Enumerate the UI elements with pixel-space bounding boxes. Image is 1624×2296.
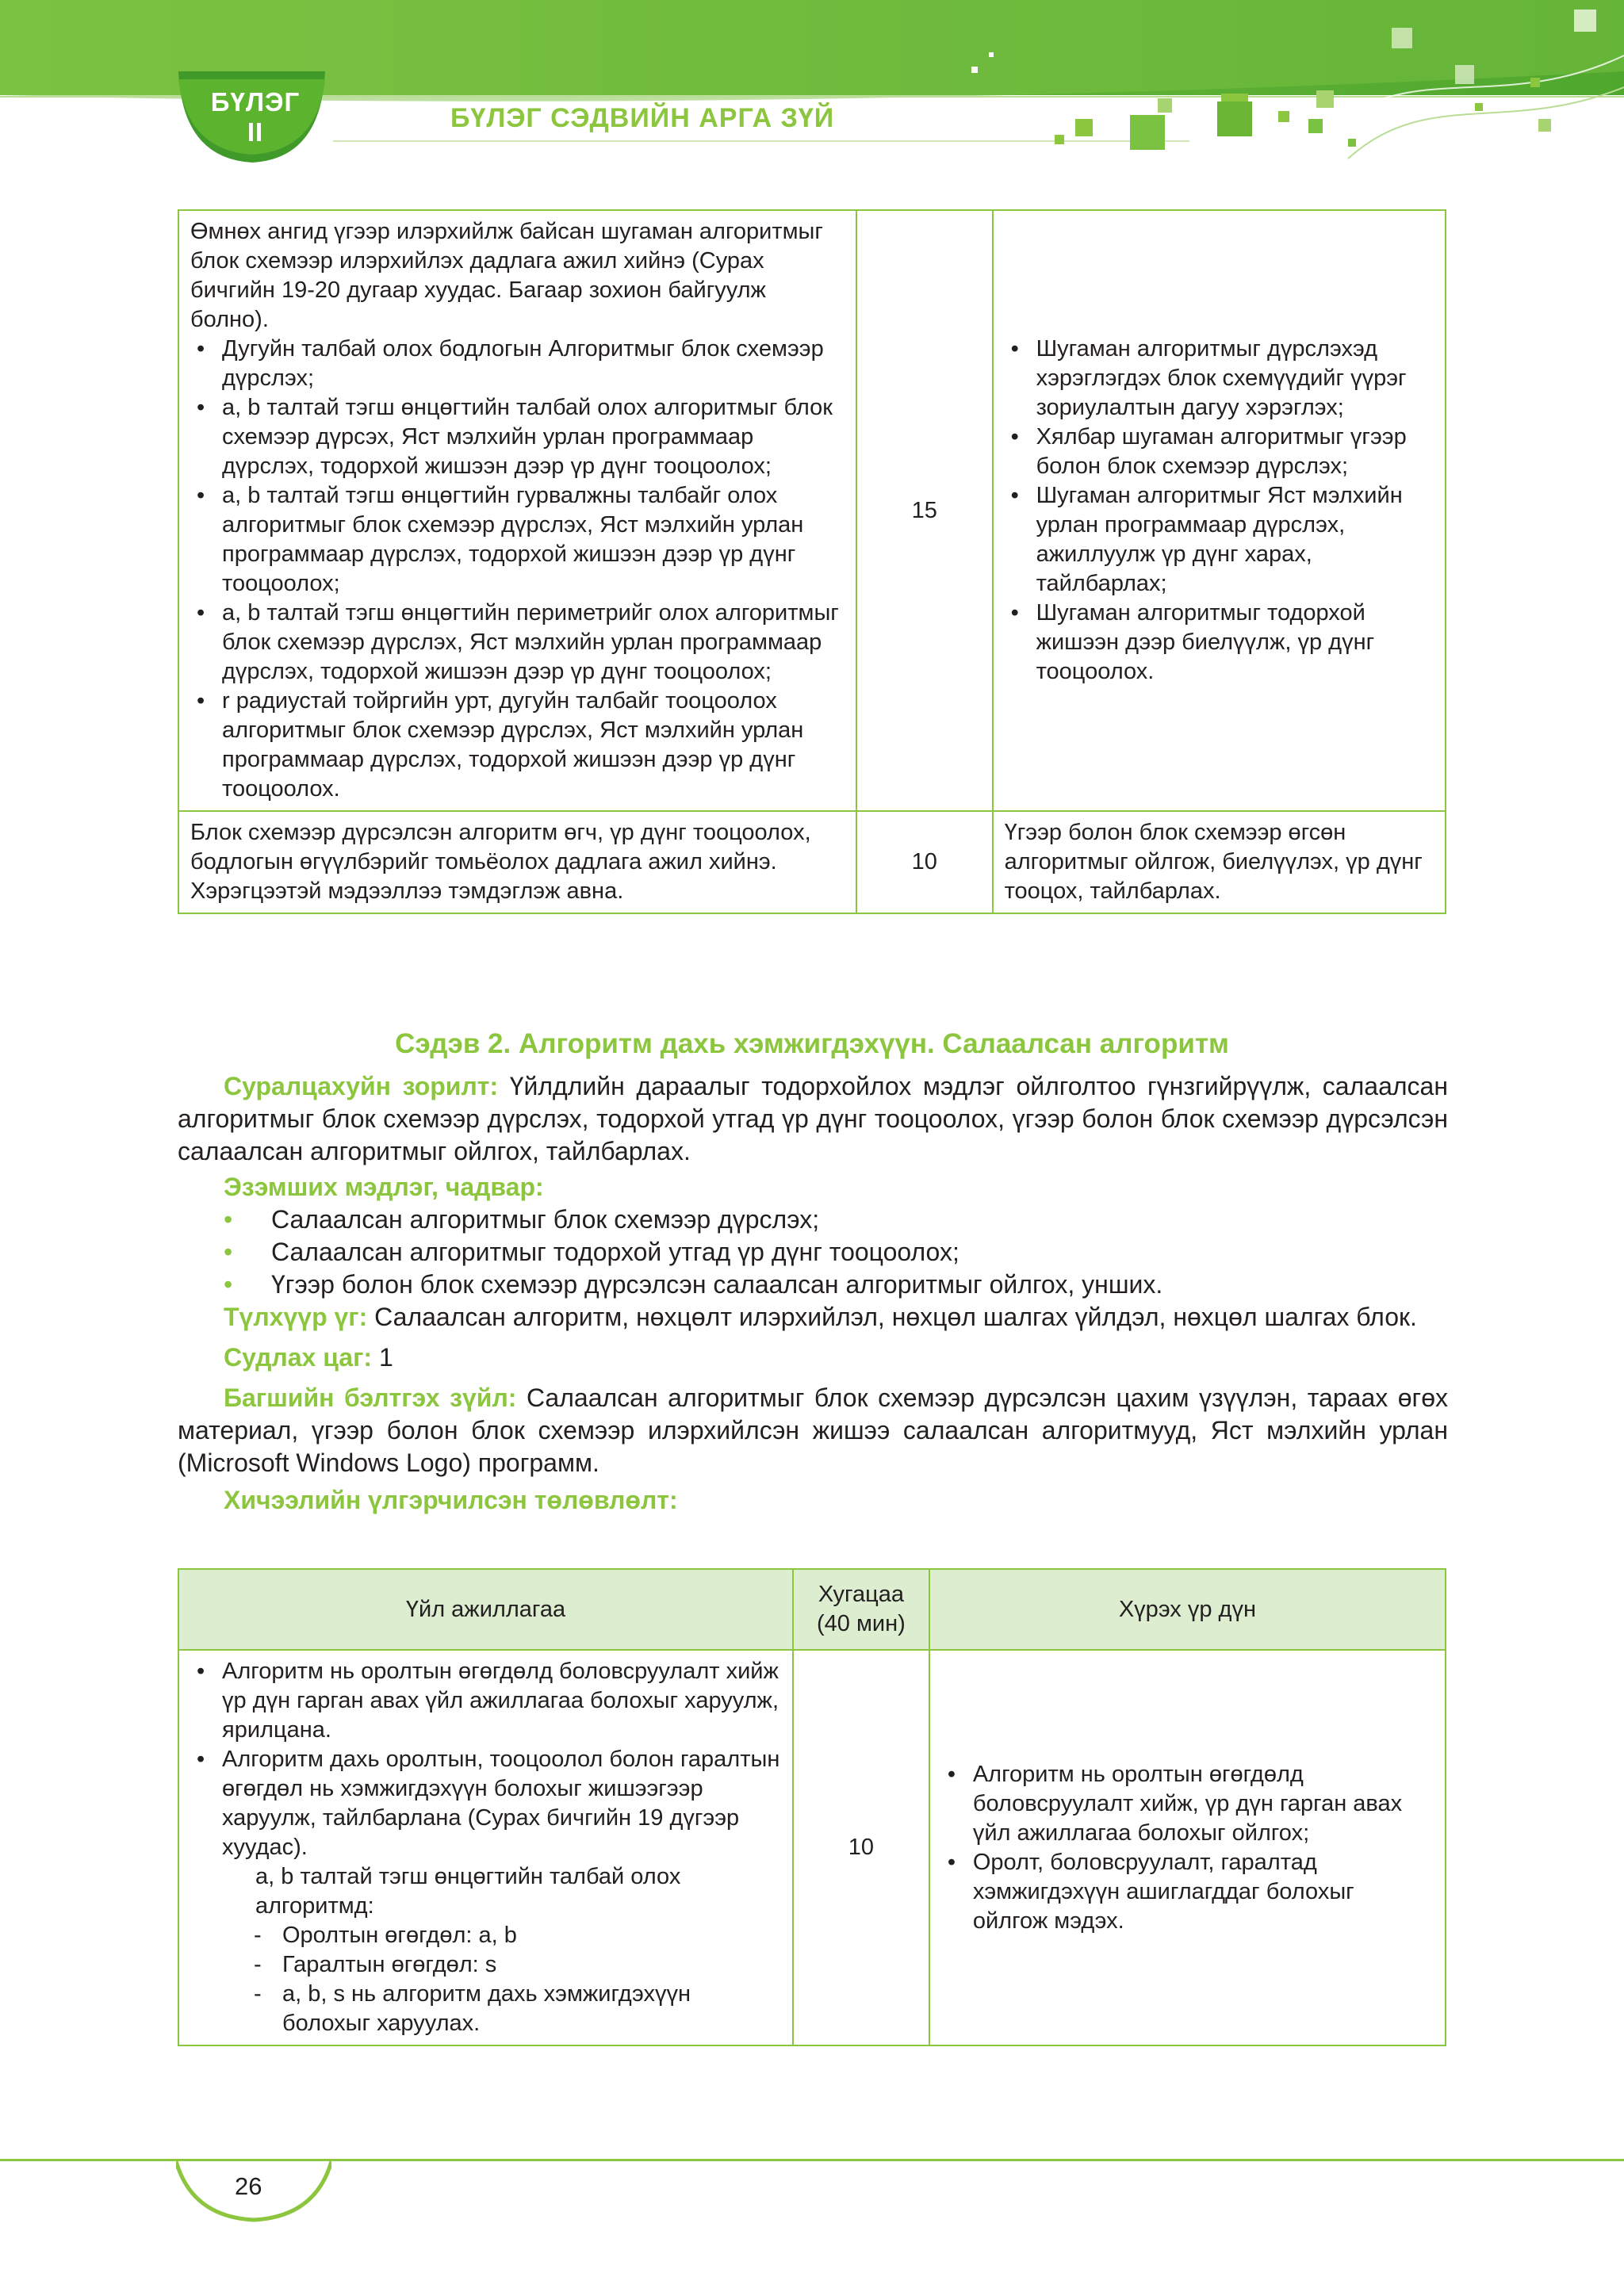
time-header-line1: Хугацаа bbox=[818, 1582, 904, 1607]
prep-text: Салаалсан алгоритмыг блок схемээр дүрсэлсэн цахим үзүүлэн, тараах өгөх материал, үгээр болон блок схемээр илэрхийлсэн жишээ салаалсан алгоритмууд, Яст мэлхийн урлан (Microsoft Windows Logo) программ. bbox=[178, 1383, 1449, 1477]
chapter-number: II bbox=[247, 117, 264, 147]
goal-text: Үйлдлийн дараалыг тодорхойлох мэдлэг ойлголтоо гүнзгийрүүлж, салаалсан алгоритмыг блок схемээр дүрслэх, тодорхой утгад үр дүнг тооцоолох, үгээр болон блок схемээр дүрсэлсэн салаалсан алгоритмыг ойлгох, тайлбарлах. bbox=[178, 1072, 1449, 1165]
skills-list bbox=[178, 1203, 1448, 1301]
list-item: • Үгээр болон блок схемээр дүрсэлсэн салаалсан алгоритмыг ойлгох, унших. bbox=[178, 1269, 1448, 1301]
page-number: 26 bbox=[235, 2172, 262, 2200]
prep-label: Багшийн бэлтгэх зүйл: bbox=[224, 1383, 517, 1412]
list-item: • a, b талтай тэгш өнцөгтийн периметрийг олох алгоритмыг блок схемээр дүрслэх, Яст мэлхийн урлан программаар дүрслэх, тодорхой жишээн дээр үр дүнг тооцоолох; bbox=[190, 599, 845, 687]
table-header-row bbox=[178, 1569, 1446, 1650]
teacher-prep bbox=[178, 1382, 1448, 1479]
chapter-badge bbox=[208, 87, 303, 147]
list-item: • Шугаман алгоритмыг тодорхой жишээн дээр биелүүлж, үр дүнг тооцоолох. bbox=[1005, 599, 1431, 687]
column-header-result: Хүрэх үр дүн bbox=[929, 1569, 1446, 1650]
time-cell: 15 bbox=[856, 210, 993, 811]
column-header-activity: Үйл ажиллагаа bbox=[178, 1569, 793, 1650]
result-list bbox=[1005, 335, 1431, 687]
result-cell: Үгээр болон блок схемээр өгсөн алгоритмыг ойлгож, биелүүлэх, үр дүнг тооцох, тайлбарлах. bbox=[993, 811, 1446, 913]
chapter-word: БҮЛЭГ bbox=[210, 87, 301, 117]
keywords bbox=[178, 1301, 1448, 1334]
plan-label: Хичээлийн үлгэрчилсэн төлөвлөлт: bbox=[224, 1486, 678, 1514]
list-item: • Алгоритм дахь оролтын, тооцоолол болон гаралтын өгөгдөл нь хэмжигдэхүүн болохыг жишээгээр харуулж, тайлбарлана (Сурах бичгийн 19 дүгээр хуудас). bbox=[190, 1745, 781, 1862]
activity-note: Хэрэгцээтэй мэдээллээ тэмдэглэж авна. bbox=[190, 878, 624, 904]
list-item: • Салаалсан алгоритмыг блок схемээр дүрслэх; bbox=[178, 1203, 1448, 1236]
list-item: • r радиустай тойргийн урт, дугуйн талбайг тооцоолох алгоритмыг блок схемээр дүрслэх, Яст мэлхийн урлан программаар дүрслэх, тодорхой жишээн дээр үр дүнг тооцоолох. bbox=[190, 687, 845, 804]
column-header-time bbox=[793, 1569, 929, 1650]
result-list bbox=[941, 1760, 1431, 1936]
topic-title: Сэдэв 2. Алгоритм дахь хэмжигдэхүүн. Салаалсан алгоритм bbox=[395, 1028, 1229, 1059]
skills-heading bbox=[178, 1171, 1448, 1203]
topic-body bbox=[178, 1070, 1448, 1517]
keywords-label: Түлхүүр үг: bbox=[224, 1303, 368, 1331]
table-row bbox=[178, 1650, 1446, 2045]
time-cell: 10 bbox=[793, 1650, 929, 2045]
time-header-line2: (40 мин) bbox=[817, 1611, 906, 1636]
list-item: • a, b талтай тэгш өнцөгтийн талбай олох алгоритмыг блок схемээр дүрсэх, Яст мэлхийн урлан программаар дүрслэх, тодорхой жишээн дээр үр дүнг тооцоолох; bbox=[190, 393, 845, 481]
table-row bbox=[178, 210, 1446, 811]
example-list bbox=[190, 1921, 781, 2038]
list-item: • Шугаман алгоритмыг дүрслэхэд хэрэглэгдэх блок схемүүдийг үүрэг зориулалтын дагуу хэрэглэх; bbox=[1005, 335, 1431, 423]
list-item: • a, b талтай тэгш өнцөгтийн гурвалжны талбайг олох алгоритмыг блок схемээр дүрслэх, Яст мэлхийн урлан программаар дүрслэх, тодорхой жишээн дээр үр дүнг тооцоолох; bbox=[190, 481, 845, 599]
keywords-text: Салаалсан алгоритм, нөхцөлт илэрхийлэл, нөхцөл шалгах үйлдэл, нөхцөл шалгах блок. bbox=[367, 1303, 1417, 1331]
activity-list bbox=[190, 1657, 781, 1862]
time-label: Судлах цаг: bbox=[224, 1343, 373, 1372]
header-title: БҮЛЭГ СЭДВИЙН АРГА ЗҮЙ bbox=[450, 103, 835, 133]
list-item: • Салаалсан алгоритмыг тодорхой утгад үр дүнг тооцоолох; bbox=[178, 1236, 1448, 1269]
example-intro: a, b талтай тэгш өнцөгтийн талбай олох алгоритмд: bbox=[255, 1864, 681, 1919]
result-cell bbox=[993, 210, 1446, 811]
lesson-plan-table bbox=[178, 1568, 1446, 2046]
activity-intro: Өмнөх ангид үгээр илэрхийлж байсан шугаман алгоритмыг блок схемээр илэрхийлэх дадлага ажил хийнэ (Сурах бичгийн 19-20 дугаар хуудас. Багаар зохион байгуулж болно). bbox=[190, 219, 823, 332]
list-item: • Алгоритм нь оролтын өгөгдөлд боловсруулалт хийж, үр дүн гарган авах үйл ажиллагаа болохыг ойлгох; bbox=[941, 1760, 1431, 1848]
result-cell bbox=[929, 1650, 1446, 2045]
methodology-table-1 bbox=[178, 209, 1446, 914]
list-item: • Хялбар шугаман алгоритмыг үгээр болон блок схемээр дүрслэх; bbox=[1005, 423, 1431, 481]
activity-cell bbox=[178, 1650, 793, 2045]
study-time bbox=[178, 1341, 1448, 1374]
activity-cell bbox=[178, 210, 856, 811]
list-item: • Алгоритм нь оролтын өгөгдөлд боловсруулалт хийж үр дүн гарган авах үйл ажиллагаа болохыг харуулж, ярилцана. bbox=[190, 1657, 781, 1745]
learning-goal bbox=[178, 1070, 1448, 1168]
plan-heading bbox=[178, 1484, 1448, 1517]
list-item: • Шугаман алгоритмыг Яст мэлхийн урлан программаар дүрслэх, ажиллуулж үр дүнг харах, тайлбарлах; bbox=[1005, 481, 1431, 599]
list-item: • Оролт, боловсруулалт, гаралтад хэмжигдэхүүн ашиглагддаг болохыг ойлгож мэдэх. bbox=[941, 1848, 1431, 1936]
skills-label: Эзэмших мэдлэг, чадвар: bbox=[224, 1173, 544, 1201]
activity-list bbox=[190, 335, 845, 804]
list-item: - Оролтын өгөгдөл: a, b bbox=[249, 1921, 781, 1950]
time-value: 1 bbox=[372, 1343, 393, 1372]
activity-cell bbox=[178, 811, 856, 913]
goal-label: Суралцахуйн зорилт: bbox=[224, 1072, 499, 1100]
list-item: • Дугуйн талбай олох бодлогын Алгоритмыг блок схемээр дүрслэх; bbox=[190, 335, 845, 393]
list-item: - Гаралтын өгөгдөл: s bbox=[249, 1950, 781, 1980]
table-row bbox=[178, 811, 1446, 913]
time-cell: 10 bbox=[856, 811, 993, 913]
activity-text: Блок схемээр дүрсэлсэн алгоритм өгч, үр дүнг тооцоолох, бодлогын өгүүлбэрийг томьёолох дадлага ажил хийнэ. bbox=[190, 820, 811, 874]
list-item: - a, b, s нь алгоритм дахь хэмжигдэхүүн болохыг харуулах. bbox=[249, 1980, 781, 2038]
